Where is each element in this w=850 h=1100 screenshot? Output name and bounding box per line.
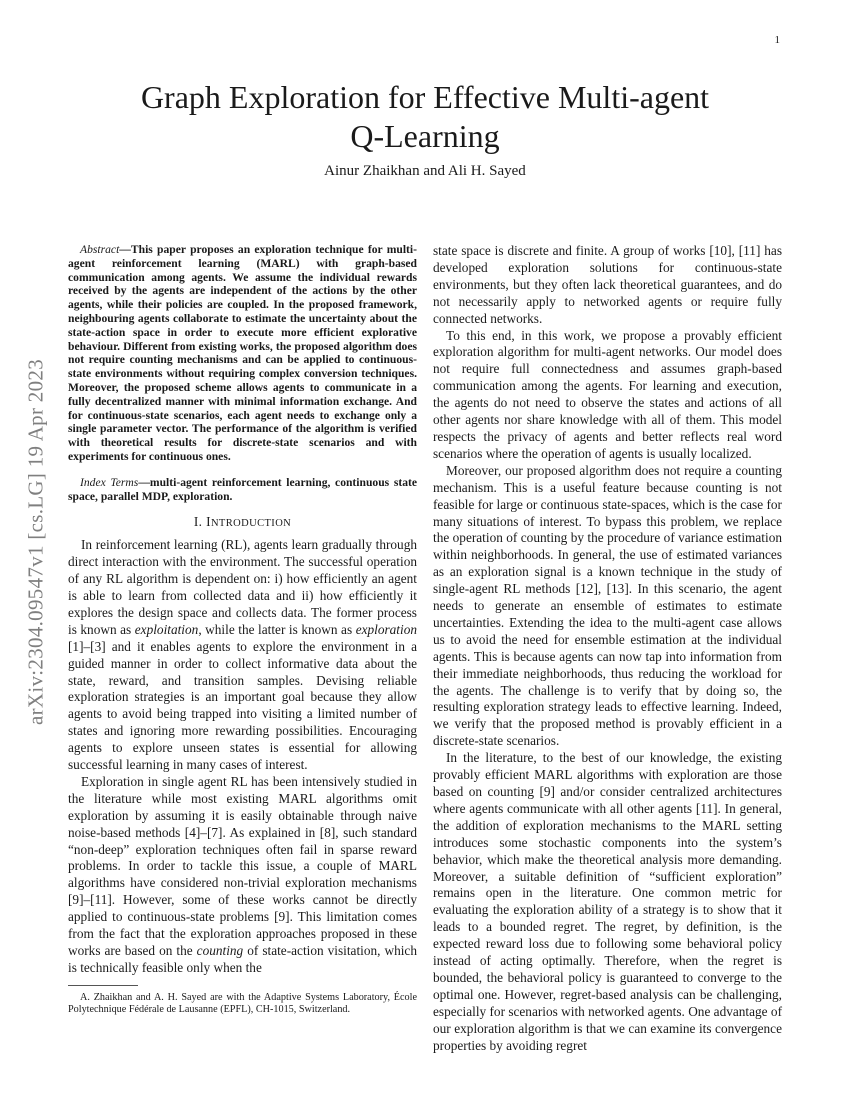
section-first-letter: I <box>206 514 211 530</box>
intro-p1-emphasis-2: exploration <box>355 621 417 637</box>
intro-p1-part-a: In reinforcement learning (RL), agents learn gradually through direct interaction with the environment. The successful operation of any RL algorithm is dependent on: i) how efficiently an agent is able to learn from collected data and ii) how efficiently it explores the design space and collects data. The former process is known as <box>68 537 417 637</box>
index-terms: Index Terms—multi-agent reinforcement learning, continuous state space, parallel MDP, exploration. <box>68 475 417 503</box>
section-heading <box>68 514 417 533</box>
arxiv-stamp <box>22 292 50 792</box>
paper-title <box>90 78 760 156</box>
intro-p2-emphasis: counting <box>196 943 244 958</box>
intro-p1-part-b: , while the latter is known as <box>198 621 356 637</box>
right-paragraph-3: In the literature, to the best of our knowledge, the existing provably efficient MARL algorithms with exploration are those based on counting [9] and/or consider centralized architectures where agents communicate with all other agents [11]. In general, the addition of exploration mechanisms to the MARL setting introduces some stochastic components into the system’s behavior, which make the theoretical analysis more demanding. Moreover, a suitable definition of “sufficient exploration” remains open in the literature. One common metric for evaluating the exploration ability of a strategy is to show that it leads to a bounded regret. The regret, by definition, is the expected reward loss due to following some behavioral policy instead of acting optimally. Therefore, when the regret is bounded, the behavioral policy is guaranteed to converge to the optimal one. However, regret-based analysis can be challenging, especially for scenarios with networked agents. One advantage of our exploration algorithm is that we can examine its convergence properties by avoiding regret <box>433 750 782 1053</box>
abstract: Abstract—This paper proposes an exploration technique for multi-agent reinforcement learning (MARL) with graph-based communication among agents. We assume the individual rewards received by the agents are independent of the actions by the other agents, while their policies are coupled. In the proposed framework, neighbouring agents collaborate to estimate the uncertainty about the state-action space in order to execute more efficient explorative behaviour. Different from existing works, the proposed algorithm does not require counting mechanisms and can be applied to continuous-state environments without requiring complex conversion techniques. Moreover, the proposed scheme allows agents to communicate in a fully decentralized manner with minimal information exchange. And for continuous-state scenarios, each agent needs to exchange only a single parameter vector. The performance of the algorithm is verified with theoretical results for discrete-state scenarios and with experiments for continuous ones. <box>68 243 417 463</box>
intro-p1-part-c: [1]–[3] and it enables agents to explore the environment in a guided manner in order to collect informative data about the state, reward, and transition samples. Devising reliable exploration strategies is an important goal because they allow agents to avoid being trapped into visiting a limited number of states and ignoring more rewarding possibilities. Encouraging agents to explore unseen states is essential for allowing successful learning in many cases of interest. <box>68 638 417 773</box>
footnote-rule <box>68 985 138 986</box>
intro-p1-emphasis-1: exploitation <box>134 621 199 637</box>
section-number: I. <box>193 514 207 530</box>
intro-p2-part-b: of state-action visitation, which is technically feasible only when the <box>68 943 417 975</box>
right-paragraph-0: state space is discrete and finite. A group of works [10], [11] has developed exploration solutions for continuous-state environments, but they often lack theoretical guarantees, and do not necessarily apply to networked agents or require fully connected networks. <box>433 243 782 326</box>
title-line-1: Graph Exploration for Effective Multi-agent <box>140 79 710 115</box>
index-terms-text: multi-agent reinforcement learning, continuous state space, parallel MDP, exploration. <box>68 475 417 503</box>
right-paragraph-2: Moreover, our proposed algorithm does not require a counting mechanism. This is a useful feature because counting is not feasible for large or continuous state-spaces, which is the case for many situations of interest. To bypass this problem, we replace the operation of counting by the procedure of variance estimation within neighborhoods. In general, the use of estimated variances as an exploration signal is a known technique in the study of single-agent RL methods [12], [13]. In this scenario, the agent needs to generate an ensemble of estimates to estimate uncertainties. Extending the idea to the multi-agent case allows us to avoid the need for ensemble estimation at the individual agents. This is because agents can now tap into information from their immediate neighborhoods, thus reducing the workload for the agents. The challenge is to verify that by doing so, the resulting exploration strategy leads to effective learning. Indeed, we verify that the proposed method is provably efficient in a discrete-state scenarios. <box>433 462 782 749</box>
left-column <box>68 243 417 1017</box>
abstract-label: Abstract <box>80 243 120 256</box>
authors: Ainur Zhaikhan and Ali H. Sayed <box>324 163 526 179</box>
abstract-text: This paper proposes an exploration technique for multi-agent reinforcement learning (MARL) with graph-based communication among agents. We assume the individual rewards received by the agents are independent of the actions by the other agents, while their policies are coupled. In the proposed framework, neighbouring agents collaborate to estimate the uncertainty about the state-action space in order to execute more efficient explorative behaviour. Different from existing works, the proposed algorithm does not require counting mechanisms and can be applied to continuous-state environments without requiring complex conversion techniques. Moreover, the proposed scheme allows agents to communicate in a fully decentralized manner with minimal information exchange. And for continuous-state scenarios, each agent needs to exchange only a single parameter vector. The performance of the algorithm is verified with theoretical results for discrete-state scenarios and with experiments for continuous ones. <box>68 243 417 463</box>
title-line-2: Q-Learning <box>350 118 500 154</box>
intro-paragraph-2 <box>68 774 417 977</box>
section-title-rest: NTRODUCTION <box>210 518 292 530</box>
page-number: 1 <box>774 34 780 46</box>
index-terms-label: Index Terms <box>80 475 139 489</box>
intro-paragraph-1 <box>68 537 417 774</box>
arxiv-stamp-text: arXiv:2304.09547v1 [cs.LG] 19 Apr 2023 <box>23 358 48 726</box>
right-column <box>433 243 782 1055</box>
intro-p2-part-a: Exploration in single agent RL has been intensively studied in the literature while most existing MARL algorithms omit exploration by assuming it is easily obtainable through naive noise-based methods [4]–[7]. As explained in [8], such standard “non-deep” exploration techniques often fail in sparse reward problems. In order to tackle this issue, a couple of MARL algorithms have considered non-trivial exploration mechanisms [9]–[11]. However, some of these works cannot be directly applied to continuous-state problems [9]. This limitation comes from the fact that the exploration approaches proposed in these works are based on the <box>68 773 417 958</box>
right-paragraph-1: To this end, in this work, we propose a provably efficient exploration algorithm for multi-agent networks. Our model does not require full connectedness and assumes graph-based communication among the agents. For learning and execution, the agents do not need to observe the states and actions of all other agents nor share knowledge with all of them. This model respects the privacy of agents and better reflects real word scenarios where the operation of agents is usually localized. <box>433 327 782 461</box>
footnote: A. Zhaikhan and A. H. Sayed are with the Adaptive Systems Laboratory, École Polytechnique Fédérale de Lausanne (EPFL), CH-1015, Switzerland. <box>68 991 417 1016</box>
